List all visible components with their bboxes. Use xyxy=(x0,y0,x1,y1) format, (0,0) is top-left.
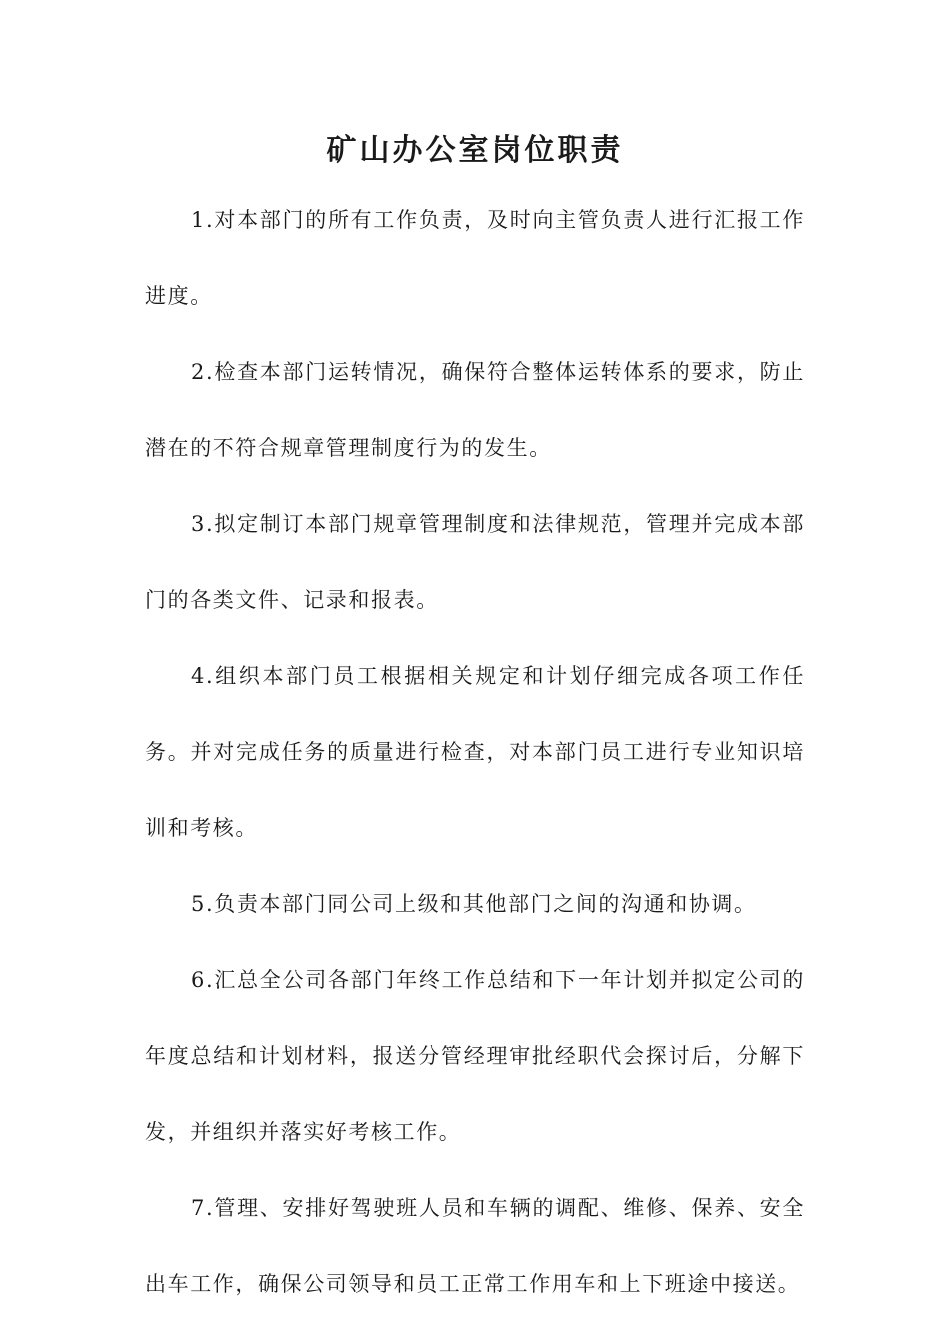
duty-paragraph-7: 7.管理、安排好驾驶班人员和车辆的调配、维修、保养、安全出车工作，确保公司领导和员工正常工作用车和上下班途中接送。 xyxy=(145,1196,805,1296)
duty-paragraph-6: 6.汇总全公司各部门年终工作总结和下一年计划并拟定公司的年度总结和计划材料，报送分管经理审批经职代会探讨后，分解下发，并组织并落实好考核工作。 xyxy=(145,968,805,1144)
duty-paragraph-2: 2.检查本部门运转情况，确保符合整体运转体系的要求，防止潜在的不符合规章管理制度行为的发生。 xyxy=(145,360,805,460)
duty-paragraph-1: 1.对本部门的所有工作负责，及时向主管负责人进行汇报工作进度。 xyxy=(145,208,805,308)
document-title: 矿山办公室岗位职责 xyxy=(326,133,624,168)
duty-paragraph-4: 4.组织本部门员工根据相关规定和计划仔细完成各项工作任务。并对完成任务的质量进行检查，对本部门员工进行专业知识培训和考核。 xyxy=(145,664,805,840)
duty-paragraph-3: 3.拟定制订本部门规章管理制度和法律规范，管理并完成本部门的各类文件、记录和报表。 xyxy=(145,512,805,612)
document-body xyxy=(145,182,805,1322)
duty-paragraph-5: 5.负责本部门同公司上级和其他部门之间的沟通和协调。 xyxy=(191,892,757,916)
